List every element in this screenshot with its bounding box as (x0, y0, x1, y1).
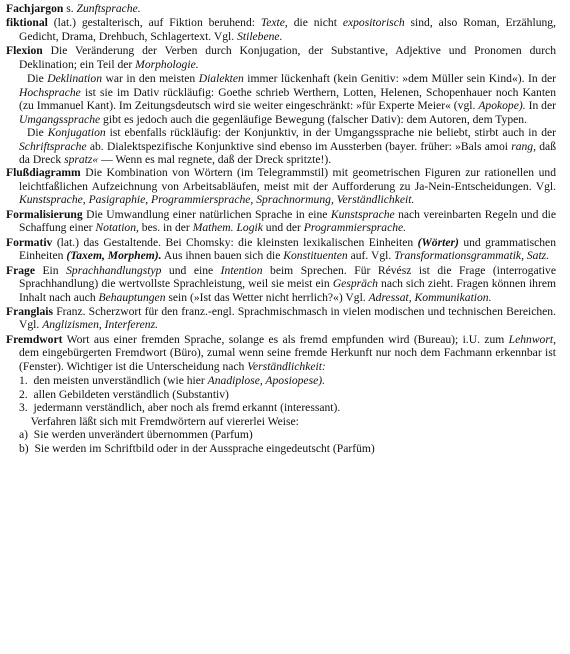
text-run: auf. Vgl. (347, 249, 395, 263)
text-run: 3. jedermann verständlich, aber noch als fremd erkannt (interessant). (19, 401, 341, 415)
entry-frage (6, 264, 556, 304)
list-item (6, 401, 556, 414)
italic-term: Deklination (47, 72, 102, 86)
italic-term: Transformationsgrammatik, Satz. (394, 249, 550, 263)
text-run: In der (525, 99, 556, 113)
text-run: Wort aus einer fremden Sprache, solange es als fremd empfunden wird (Bureau); i.U. zum (62, 332, 509, 346)
entry-headword: fiktional (6, 16, 48, 30)
italic-term: Kunstsprache, Pasigraphie, Programmiersprache, Sprachnormung, Verständlichkeit. (19, 193, 415, 207)
text-run: ist ebenfalls rückläufig: der Konjunktiv, in der Umgangssprache nie beliebt, stirbt auch in der (105, 126, 557, 140)
text-run: 2. allen Gebildeten verständlich (Substantiv) (19, 387, 229, 401)
list-item (6, 415, 556, 428)
text-run: und grammatischen Einheiten (19, 235, 556, 263)
italic-term: Intention (220, 263, 263, 277)
text-run: s. (63, 2, 77, 15)
text-run: dem eingebürgerten Fremdwort (Büro), zumal wenn seine fremde Herkunft nur noch dem Fachmann erkennbar ist (Fenster). Wichtiger ist die Unterscheidung nach (19, 346, 556, 373)
text-run: Aus ihnen bauen sich die (161, 249, 284, 263)
italic-term: Morphologie. (135, 57, 199, 71)
list-item (6, 442, 556, 455)
entry-headword: Flußdiagramm (6, 166, 81, 180)
entry-formalisierung (6, 208, 556, 235)
text-run: und der (262, 221, 304, 235)
italic-term: Kunstsprache (330, 207, 395, 221)
text-run: (lat.) das Gestaltende. Bei Chomsky: die kleinsten lexikalischen Einheiten (52, 235, 418, 249)
text-run: a) Sie werden unverändert übernommen (Parfum) (19, 428, 253, 442)
entry-headword: Formalisierung (6, 207, 83, 221)
entry-flexion-paragraph (6, 72, 556, 126)
italic-term: Schriftsprache (19, 139, 87, 153)
text-run: 1. den meisten unverständlich (wie hier (19, 374, 208, 388)
italic-term: Adressat, Kommunikation. (368, 290, 492, 304)
text-run: sind, also Roman, Erzählung, Gedicht, Drama, Drehbuch, Schlagertext. Vgl. (19, 16, 556, 43)
italic-term: (Taxem, Morphem). (66, 249, 162, 263)
text-run: sein (»Ist das Wetter nicht herrlich?«) Vgl. (165, 290, 369, 304)
italic-term: Dialekten (198, 72, 244, 86)
italic-term: Zunftsprache. (76, 2, 141, 15)
italic-term: Sprachhandlungstyp (66, 263, 162, 277)
italic-term: Anglizismen, Interferenz. (42, 318, 159, 332)
text-run: beim Sprechen. Für Révész ist die Frage (interrogative Sprachhandlung) die wertvollste Sprachleistung, weil sie meist ein (19, 263, 556, 291)
list-item (6, 388, 556, 401)
text-run: nach vereinbarten Regeln und die Schaffung einer (19, 207, 556, 235)
entry-headword: Formativ (6, 235, 53, 249)
text-run: Die (27, 72, 48, 86)
italic-term: Konjugation (47, 126, 106, 140)
italic-term: Apokope). (478, 99, 526, 113)
entry-flussdiagramm (6, 166, 556, 206)
text-run: Die Kombination von Wörtern (im Telegrammstil) mit geometrischen Figuren zur rationellen und leichtfaßlichen Aufzeichnung von Arbeitsabläufen, meist mit der Aufforderung zu Ja-Nein-Entscheidungen. Vgl. (19, 166, 556, 193)
entry-fachjargon (6, 2, 556, 15)
list-item (6, 428, 556, 441)
text-run: daß da Dreck (19, 139, 556, 166)
text-run: ab. Dialektspezifische Konjunktive sind ebenso im Aussterben (bayer. früher: »Bals amoi (86, 139, 512, 153)
text-run: die nicht (287, 16, 343, 30)
italic-term: Mathem. Logik (192, 221, 263, 235)
list-item (6, 374, 556, 387)
entry-fremdwort (6, 333, 556, 373)
italic-term: Notation, (95, 221, 139, 235)
text-run: Die (27, 126, 48, 140)
entry-headword: Fremdwort (6, 332, 63, 346)
italic-term: spratz« (64, 152, 99, 166)
italic-term: expositorisch (342, 16, 405, 30)
entry-flexion (6, 44, 556, 71)
italic-term: (Wörter) (417, 235, 459, 249)
italic-term: Umgangssprache (19, 112, 101, 126)
italic-term: Konstituenten (283, 249, 348, 263)
text-run: b) Sie werden im Schriftbild oder in der Aussprache eingedeutscht (Parfüm) (19, 441, 375, 455)
text-run: Verfahren läßt sich mit Fremdwörtern auf viererlei Weise: (19, 414, 299, 428)
text-run: war in den meisten (102, 72, 199, 86)
entry-headword: Flexion (6, 44, 43, 58)
italic-term: Programmiersprache. (303, 221, 407, 235)
text-run: — Wenn es mal regnete, daß der Dreck spritzte!). (98, 152, 332, 166)
text-run: (lat.) gestalterisch, auf Fiktion beruhend: (47, 16, 261, 30)
italic-term: Lehnwort, (508, 332, 556, 346)
italic-term: Texte, (260, 16, 288, 30)
text-run: und eine (161, 263, 221, 277)
italic-term: Hochsprache (19, 85, 81, 99)
entry-fiktional (6, 16, 556, 43)
entry-headword: Franglais (6, 304, 54, 318)
italic-term: Anadiplose, Aposiopese). (207, 374, 325, 388)
text-run: gibt es jedoch auch die gegenläufige Bewegung (falscher Dativ): dem Autoren, dem Typen. (100, 112, 527, 126)
text-run: Die Veränderung der Verben durch Konjugation, der Substantive, Adjektive und Pronomen durch Deklination; ein Teil der (19, 44, 556, 71)
text-run: Die Umwandlung einer natürlichen Sprache in eine (82, 207, 331, 221)
entry-headword: Fachjargon (6, 2, 64, 15)
italic-term: rang, (511, 139, 537, 153)
entry-flexion-paragraph (6, 126, 556, 166)
italic-term: Verständlichkeit: (247, 359, 326, 373)
text-run: Franz. Scherzwort für den franz.-engl. Sprachmischmasch in vielen modischen und technischen Bereichen. Vgl. (19, 304, 556, 332)
italic-term: Behauptungen (98, 290, 166, 304)
text-run: immer lückenhaft (kein Genitiv: »dem Müller sein Kind«). In der (243, 72, 556, 86)
text-run: bes. in der (138, 221, 193, 235)
entry-headword: Frage (6, 263, 35, 277)
text-run: ist sie im Dativ rückläufig: Goethe schrieb Werthern, Lotten, Helenen, Schopenhauer noch Kanten (zu Immanuel Kant). Im Zeitungsdeutsch wird sie weiter eingeschränkt: »für Experte Meier« (vgl. (19, 85, 556, 113)
italic-term: Gespräch (332, 277, 378, 291)
entry-formativ (6, 236, 556, 263)
text-run: nach sich zieht. Fragen können ihrem Inhalt nach auch (19, 277, 557, 304)
entry-franglais (6, 305, 556, 332)
text-run: Ein (34, 263, 67, 277)
italic-term: Stilebene. (237, 29, 283, 43)
